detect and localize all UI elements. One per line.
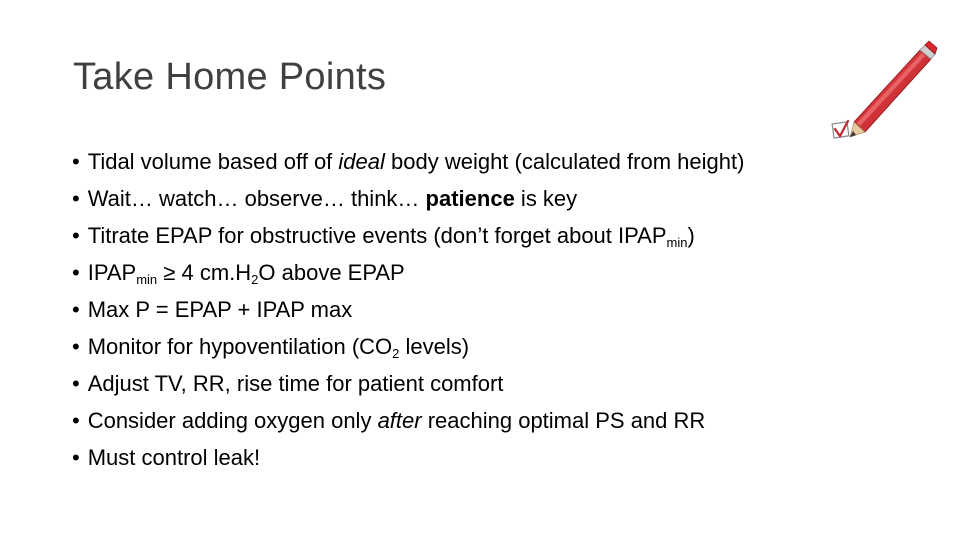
bullet-text: Monitor for hypoventilation (CO [87, 334, 393, 359]
bullet-list [72, 143, 744, 476]
bullet-text: IPAP [87, 260, 137, 285]
bullet-marker: • [72, 445, 80, 470]
bullet-text: Must control leak! [87, 445, 261, 470]
bullet-text: ≥ 4 cm.H [157, 260, 252, 285]
bullet-item [72, 328, 744, 365]
bullet-bold: patience [425, 186, 515, 211]
bullet-text: is key [514, 186, 578, 211]
bullet-text: Adjust TV, RR, rise time for patient comfort [87, 371, 504, 396]
bullet-text: Consider adding oxygen only [87, 408, 378, 433]
bullet-item [72, 143, 744, 180]
bullet-text: reaching optimal PS and RR [421, 408, 706, 433]
bullet-marker: • [72, 297, 80, 322]
bullet-text: Titrate EPAP for obstructive events (don’t forget about IPAP [87, 223, 667, 248]
bullet-marker: • [72, 186, 80, 211]
bullet-text: body weight (calculated from height) [384, 149, 745, 174]
bullet-item [72, 402, 744, 439]
bullet-subscript: 2 [251, 272, 259, 287]
bullet-text: Max P = EPAP + IPAP max [87, 297, 353, 322]
bullet-item [72, 291, 744, 328]
bullet-item [72, 365, 744, 402]
bullet-emphasis: ideal [338, 149, 385, 174]
bullet-marker: • [72, 408, 80, 433]
bullet-marker: • [72, 223, 80, 248]
bullet-marker: • [72, 371, 80, 396]
pencil-checkbox-icon [828, 36, 938, 148]
bullet-item [72, 180, 744, 217]
bullet-item [72, 439, 744, 476]
slide-title: Take Home Points [73, 56, 387, 98]
bullet-marker: • [72, 260, 80, 285]
bullet-marker: • [72, 334, 80, 359]
bullet-emphasis: after [377, 408, 422, 433]
bullet-subscript: 2 [392, 346, 400, 361]
bullet-text: levels) [399, 334, 470, 359]
bullet-subscript: min [666, 235, 688, 250]
bullet-text: Wait… watch… observe… think… [87, 186, 426, 211]
bullet-text: O above EPAP [258, 260, 405, 285]
bullet-subscript: min [136, 272, 158, 287]
bullet-marker: • [72, 149, 80, 174]
bullet-item [72, 217, 744, 254]
bullet-text: Tidal volume based off of [87, 149, 339, 174]
bullet-text: ) [687, 223, 695, 248]
bullet-item [72, 254, 744, 291]
